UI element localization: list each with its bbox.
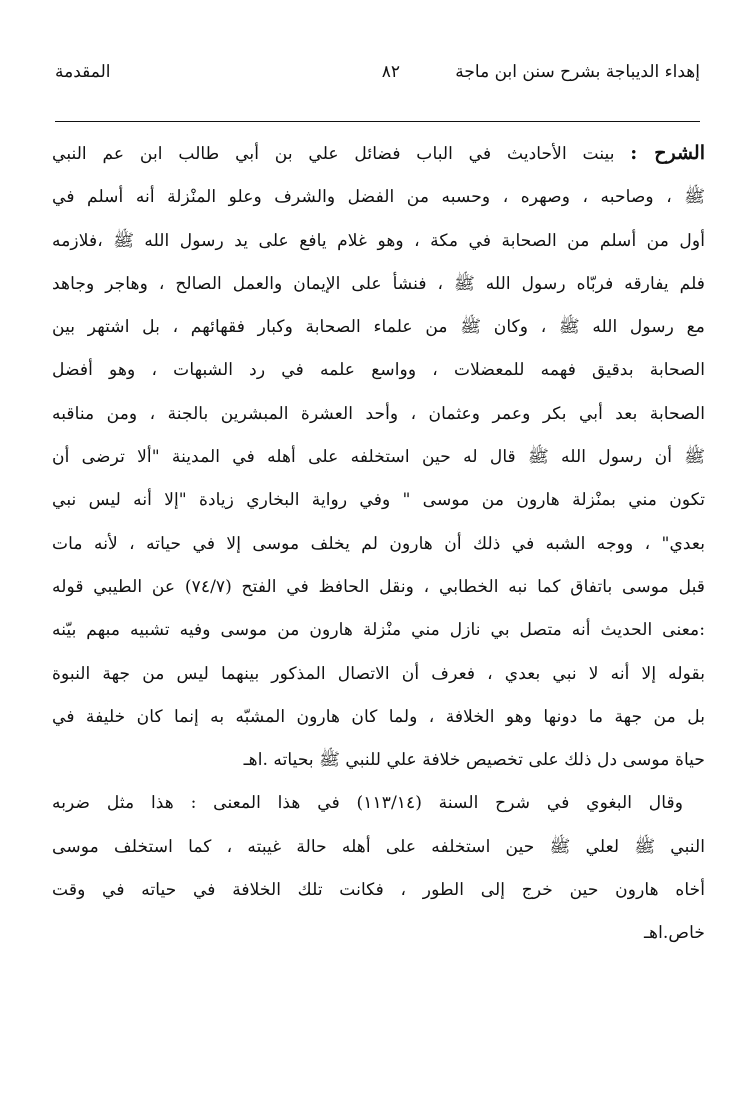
text-line: فلم يفارقه فربّاه رسول الله ﷺ ، فنشأ على الإيمان والعمل الصالح ، وهاجر وجاهد: [52, 273, 705, 294]
header-rule: [55, 121, 700, 122]
text-line: بقوله إلا أنه لا نبي بعدي ، فعرف أن الاتصال المذكور بينهما ليس من جهة النبوة: [52, 663, 705, 684]
text-line: الصحابة بعد أبي بكر وعمر وعثمان ، وأحد العشرة المبشرين بالجنة ، ومن مناقبه: [52, 403, 705, 424]
text-line: مع رسول الله ﷺ ، وكان ﷺ من علماء الصحابة وكبار فقهائهم ، بل اشتهر بين: [52, 317, 705, 338]
page-number: ٨٢: [381, 62, 400, 82]
text-line: تكون مني بمنْزلة هارون من موسى " وفي رواية البخاري زيادة "إلا أنه ليس نبي: [52, 490, 705, 511]
text-line: بعدي" ، ووجه الشبه في ذلك أن هارون لم يخلف موسى إلا في حياته ، لأنه مات: [52, 533, 705, 554]
text-line: وقال البغوي في شرح السنة (١١٣/١٤) في هذا المعنى : هذا مثل ضربه: [52, 793, 683, 814]
text-line: :معنى الحديث أنه متصل بي نازل مني منْزلة هارون من موسى وفيه تشبيه مبهم بيّنه: [52, 620, 705, 641]
text-line: أخاه هارون حين خرج إلى الطور ، فكانت تلك الخلافة في حياته في وقت: [52, 880, 705, 901]
section-title: المقدمة: [55, 62, 111, 82]
text-line: النبي ﷺ لعلي ﷺ حين استخلفه على أهله حالة غيبته ، كما استخلف موسى: [52, 836, 705, 857]
text-line: ﷺ أن رسول الله ﷺ قال له حين استخلفه على أهله في المدينة "ألا ترضى أن: [52, 447, 705, 468]
running-header: [55, 58, 700, 92]
commentary-label: الشرح :: [630, 142, 705, 164]
commentary-text: [52, 132, 705, 956]
text-line: ﷺ ، وصاحبه ، وصهره ، وحسبه من الفضل والشرف وعلو المنْزلة أنه أسلم في: [52, 187, 705, 208]
book-title: إهداء الديباجة بشرح سنن ابن ماجة: [455, 62, 700, 82]
text-line: حياة موسى دل ذلك على تخصيص خلافة علي للنبي ﷺ بحياته .اهـ: [243, 750, 705, 771]
text-line: الشرح : بينت الأحاديث في الباب فضائل علي بن أبي طالب ابن عم النبي: [52, 142, 705, 164]
text-line: الصحابة بدقيق فهمه للمعضلات ، وواسع علمه في رد الشبهات ، وهو أفضل: [52, 360, 705, 381]
text-line: أول من أسلم من الصحابة في مكة ، وهو غلام يافع على يد رسول الله ﷺ ،فلازمه: [52, 230, 705, 251]
text-line: خاص.اهـ: [644, 923, 705, 944]
text-line: قبل موسى باتفاق كما نبه الخطابي ، ونقل الحافظ في الفتح (٧٤/٧) عن الطيبي قوله: [52, 576, 705, 597]
text-line: بل من جهة ما دونها وهو الخلافة ، ولما كان هارون المشبّه به إنما كان خليفة في: [52, 706, 705, 727]
